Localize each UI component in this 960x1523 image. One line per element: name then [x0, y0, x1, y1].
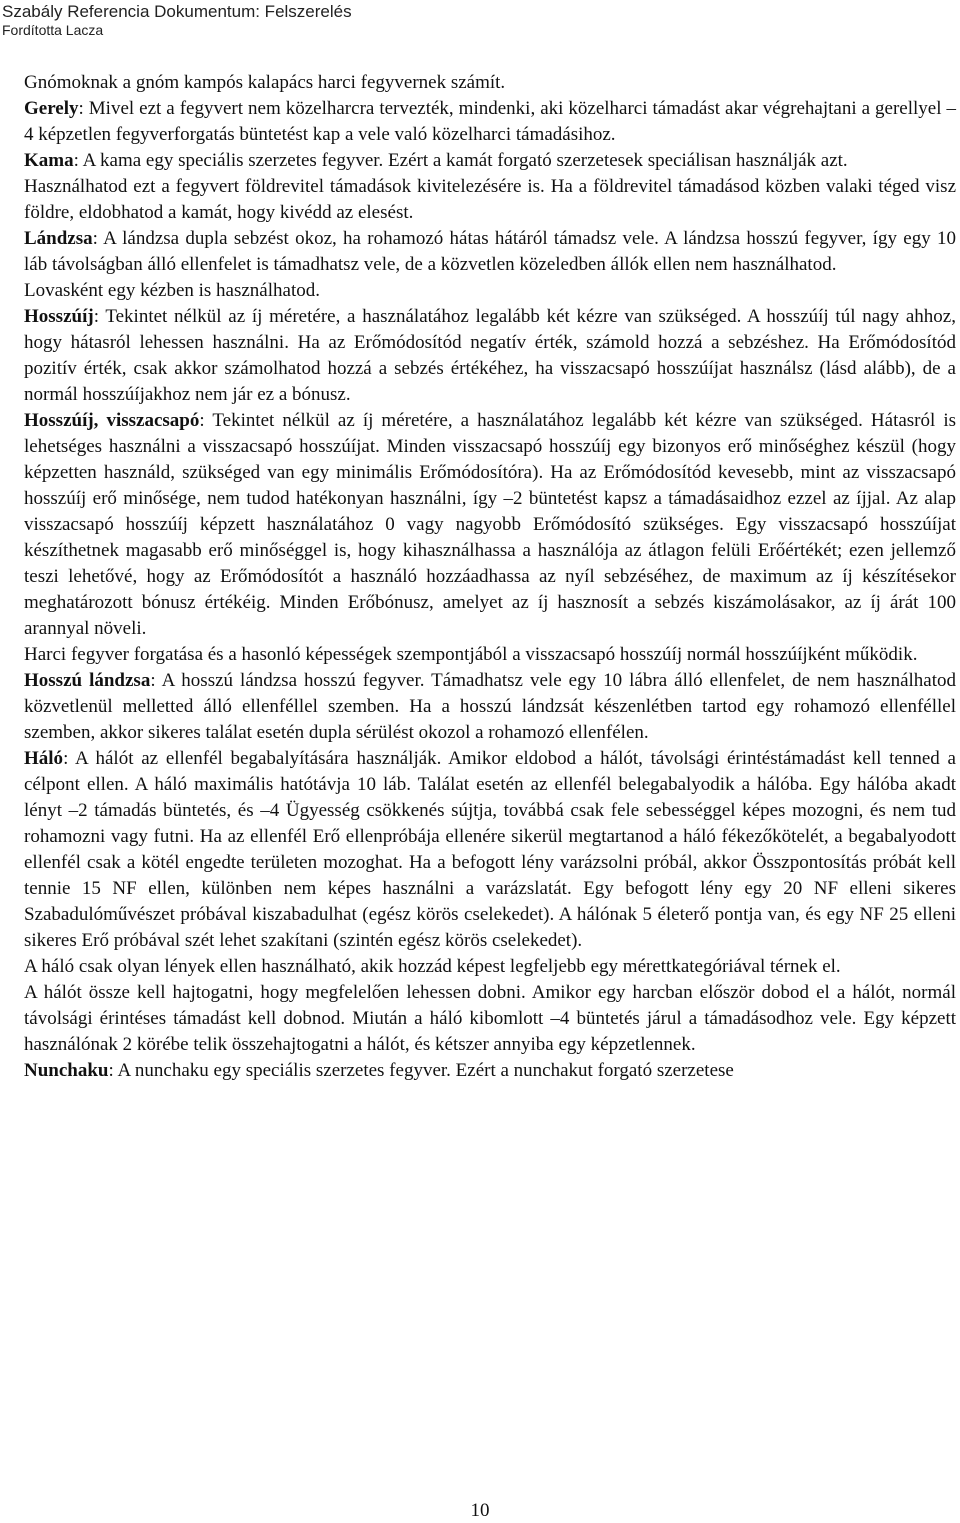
paragraph-text: Használhatod ezt a fegyvert földrevitel támadások kivitelezésére is. Ha a földrevitel támadásod közben valaki téged visz földre, eldobhatod a kamát, hogy kivédd az elesést. — [24, 176, 956, 223]
paragraph-text: : A lándzsa dupla sebzést okoz, ha rohamozó hátas hátáról támadsz vele. A lándzsa hosszú fegyver, így egy 10 láb távolságban álló ellenfelet is támadhatsz vele, de a közvetlen közeledben állók ellen nem használhatod. — [24, 228, 956, 275]
paragraph — [24, 174, 956, 226]
paragraph-term: Hosszúíj — [24, 306, 94, 327]
paragraph — [24, 642, 956, 668]
paragraph — [24, 304, 956, 408]
paragraph-text: A háló csak olyan lények ellen használható, akik hozzád képest legfeljebb egy mérettkategóriával térnek el. — [24, 956, 841, 977]
paragraph — [24, 668, 956, 746]
paragraph-text: : Tekintet nélkül az íj méretére, a használatához legalább két kézre van szükséged. A hosszúíj túl nagy ahhoz, hogy hátasról lehessen használni. Ha az Erőmódosítód negatív érték, számold hozzá a sebzéshez. Ha Erőmódosítód pozitív érték, csak akkor számolhatod hozzá a sebzés értékéhez, ha visszacsapó hosszúíjat használsz (lásd alább), de a normál hosszúíjakhoz nem jár ez a bónusz. — [24, 306, 956, 405]
document-body — [24, 70, 956, 1084]
paragraph — [24, 746, 956, 954]
paragraph — [24, 96, 956, 148]
paragraph — [24, 148, 956, 174]
paragraph-term: Lándzsa — [24, 228, 93, 249]
paragraph — [24, 278, 956, 304]
page-number: 10 — [470, 1500, 490, 1521]
paragraph-text: Lovasként egy kézben is használhatod. — [24, 280, 320, 301]
paragraph — [24, 980, 956, 1058]
paragraph-term: Kama — [24, 150, 74, 171]
paragraph-text: A hálót össze kell hajtogatni, hogy megfelelően lehessen dobni. Amikor egy harcban először dobod el a hálót, normál távolsági érintéses támadást kell dobnod. Miután a háló kibomlott –4 büntetés járul a támadásodhoz vele. Egy képzett használónak 2 körébe telik összehajtogatni a hálót, és kétszer annyiba egy képzetlennek. — [24, 982, 956, 1055]
paragraph-term: Hosszú lándzsa — [24, 670, 151, 691]
paragraph-term: Hosszúíj, visszacsapó — [24, 410, 200, 431]
paragraph — [24, 1058, 956, 1084]
paragraph-text: : A hosszú lándzsa hosszú fegyver. Támadhatsz vele egy 10 lábra álló ellenfelet, de nem használhatod közvetlenül melletted álló ellenféllel szemben. Ha a hosszú lándzsát készenlétben tartod egy rohamozó ellenféllel szemben, akkor sikeres találat esetén dupla sérülést okozol a rohamozó ellenfélen. — [24, 670, 956, 743]
paragraph — [24, 226, 956, 278]
paragraph — [24, 70, 956, 96]
document-title: Szabály Referencia Dokumentum: Felszerelés — [2, 2, 352, 21]
paragraph-text: : A kama egy speciális szerzetes fegyver. Ezért a kamát forgató szerzetesek speciálisan használják azt. — [73, 150, 848, 171]
translator-credit: Fordította Lacza — [2, 22, 104, 38]
paragraph-text: : Tekintet nélkül az íj méretére, a használatához legalább két kézre van szükséged. Hátasról is lehetséges használni a visszacsapó hosszúíjat. Minden visszacsapó hosszúíj egy bizonyos erő minőséghez készül (hogy képzetten használd, szükséged van egy minimális Erőmódosítóra). Ha az Erőmódosítód kevesebb, mint az visszacsapó hosszúíj erő minősége, nem tudod hatékonyan használni, így –2 büntetést kapsz a támadásaidhoz ezzel az íjjal. Az alap visszacsapó hosszúíj képzett használatához 0 vagy nagyobb Erőmódosító szükséges. Egy visszacsapó hosszúíjat készíthetnek magasabb erő minőséggel is, hogy kihasználhassa a használója az átlagon felüli Erőértékét; ezen jellemző teszi lehetővé, hogy az Erőmódosítót a használó hozzáadhassa az nyíl sebzéséhez, de maximum az íj készítésekor meghatározott bónusz értékéig. Minden Erőbónusz, amelyet az íj hasznosít a sebzés kiszámolásakor, az íj árát 100 arannyal növeli. — [24, 410, 957, 639]
paragraph-term: Nunchaku — [24, 1060, 109, 1081]
paragraph-text: : A nunchaku egy speciális szerzetes fegyver. Ezért a nunchakut forgató szerzetese — [108, 1060, 734, 1081]
paragraph-term: Gerely — [24, 98, 79, 119]
paragraph-text: Gnómoknak a gnóm kampós kalapács harci fegyvernek számít. — [24, 72, 506, 93]
paragraph-text: Harci fegyver forgatása és a hasonló képességek szempontjából a visszacsapó hosszúíj normál hosszúíjként működik. — [24, 644, 918, 665]
paragraph-text: : Mivel ezt a fegyvert nem közelharcra tervezték, mindenki, aki közelharci támadást akar végrehajtani a gerellyel –4 képzetlen fegyverforgatás büntetést kap a vele való közelharci támadásihoz. — [24, 98, 956, 145]
paragraph-term: Háló — [24, 748, 64, 769]
paragraph — [24, 408, 956, 642]
paragraph-text: : A hálót az ellenfél begabalyítására használják. Amikor eldobod a hálót, távolsági érintéstámadást kell tenned a célpont ellen. A háló maximális hatótávja 10 láb. Találat esetén az ellenfél belegabalyodik a hálóba. Egy hálóba akadt lényt –2 támadás büntetés, és –4 Ügyesség csökkenés sújtja, továbbá csak fele sebességgel képes mozogni, és nem tud rohamozni vagy futni. Ha az ellenfél Erő ellenpróbája ellenére sikerül megtartanod a háló fékezőkötelét, a begabalyodott ellenfél csak a kötél engedte területen mozoghat. Ha a befogott lény varázsolni próbál, akkor Összpontosítás próbát kell tennie 15 NF ellen, különben nem képes használni a varázslatát. Egy befogott lény egy 20 NF elleni sikeres Szabadulóművészet próbával kiszabadulhat (egész körös cselekedet). A hálónak 5 életerő pontja van, és egy NF 25 elleni sikeres Erő próbával szét lehet szakítani (szintén egész körös cselekedet). — [24, 748, 956, 951]
paragraph — [24, 954, 956, 980]
page-header — [2, 0, 352, 38]
